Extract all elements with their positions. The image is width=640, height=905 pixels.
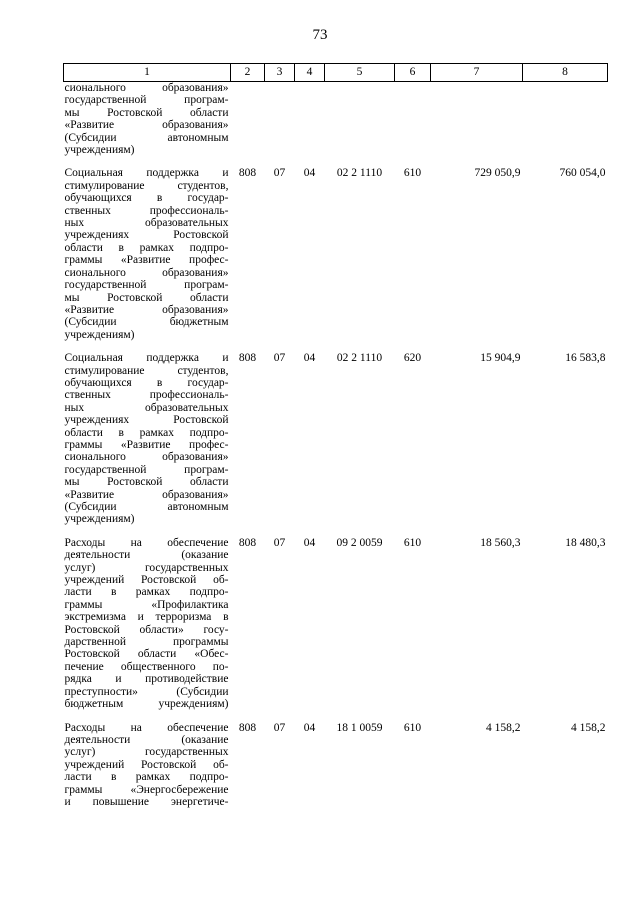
description-line: Социальная поддержка и — [64, 167, 229, 180]
description-line: рядка и противодействие — [64, 673, 229, 686]
description-line: деятельности (оказание — [64, 733, 229, 746]
target-article-code: 02 2 1110 — [336, 167, 383, 180]
column-header-4: 4 — [295, 64, 325, 82]
table-row — [64, 82, 608, 157]
description-line: обучающихся в государ- — [64, 192, 229, 205]
column-header-8: 8 — [523, 64, 608, 82]
amount-year-1 — [431, 82, 523, 157]
target-article-code: 09 2 0059 — [336, 536, 383, 549]
section-code: 07 — [273, 167, 286, 180]
table-header-row — [64, 64, 608, 82]
amount-year-2: 4 158,2 — [571, 721, 606, 734]
description-line: (Субсидии автономным — [64, 501, 229, 513]
description-line: государственной програм- — [64, 94, 229, 107]
description-line: «Развитие образования» — [64, 119, 229, 132]
section-code — [265, 82, 295, 157]
column-header-6: 6 — [395, 64, 431, 82]
table-row — [64, 156, 608, 341]
description-line: учреждений Ростовской об- — [64, 758, 229, 771]
description-line: государственной програм- — [64, 279, 229, 292]
description-line: мы Ростовской области — [64, 106, 229, 119]
description-line: услуг) государственных — [64, 746, 229, 759]
ministry-code: 808 — [238, 167, 257, 180]
budget-table — [63, 63, 608, 808]
amount-year-1: 4 158,2 — [486, 721, 521, 734]
description-line: стимулирование студентов, — [64, 364, 229, 377]
column-header-2: 2 — [231, 64, 265, 82]
description-line: (Субсидии бюджетным — [64, 316, 229, 329]
description-line: стимулирование студентов, — [64, 179, 229, 192]
description-line: учреждениям) — [64, 328, 135, 341]
row-description — [64, 82, 231, 157]
description-line: мы Ростовской области — [64, 476, 229, 489]
description-line: Ростовской области «Обес- — [64, 648, 229, 661]
description-line: преступности» (Субсидии — [64, 685, 229, 698]
row-description — [64, 711, 231, 809]
description-line: учреждениям) — [64, 513, 135, 526]
column-header-5: 5 — [325, 64, 395, 82]
description-line: Социальная поддержка и — [64, 352, 229, 365]
description-line: Расходы на обеспечение — [64, 721, 229, 734]
section-code: 07 — [273, 536, 286, 549]
description-line: «Развитие образования» — [64, 303, 229, 316]
column-header-1: 1 — [64, 64, 231, 82]
expense-type-code: 620 — [403, 352, 422, 365]
table-row — [64, 711, 608, 809]
subsection-code: 04 — [303, 721, 316, 734]
column-header-3: 3 — [265, 64, 295, 82]
description-line: «Развитие образования» — [64, 488, 229, 501]
subsection-code: 04 — [303, 352, 316, 365]
description-line: граммы «Развитие профес- — [64, 438, 229, 451]
description-line: сионального образования» — [64, 451, 229, 464]
expense-type-code: 610 — [403, 167, 422, 180]
subsection-code — [295, 82, 325, 157]
amount-year-2: 16 583,8 — [565, 352, 606, 365]
description-line: области в рамках подпро- — [64, 426, 229, 439]
description-line: Расходы на обеспечение — [64, 536, 229, 549]
expense-type-code: 610 — [403, 721, 422, 734]
expense-type-code — [395, 82, 431, 157]
subsection-code: 04 — [303, 536, 316, 549]
amount-year-2 — [523, 82, 608, 157]
section-code: 07 — [273, 352, 286, 365]
amount-year-1: 15 904,9 — [480, 352, 521, 365]
expense-type-code: 610 — [403, 536, 422, 549]
amount-year-2: 760 054,0 — [559, 167, 606, 180]
row-description — [64, 341, 231, 526]
ministry-code: 808 — [238, 352, 257, 365]
amount-year-2: 18 480,3 — [565, 536, 606, 549]
description-line: учреждениях Ростовской — [64, 414, 229, 427]
description-line: сионального образования» — [64, 266, 229, 279]
target-article-code: 02 2 1110 — [336, 352, 383, 365]
description-line: бюджетным учреждениям) — [64, 698, 229, 711]
section-code: 07 — [273, 721, 286, 734]
description-line: граммы «Профилактика — [64, 598, 229, 611]
description-line: (Субсидии автономным — [64, 131, 229, 144]
row-description — [64, 156, 231, 341]
description-line: ласти в рамках подпро- — [64, 586, 229, 599]
ministry-code — [231, 82, 265, 157]
description-line: учреждениях Ростовской — [64, 229, 229, 242]
description-line: ственных профессиональ- — [64, 204, 229, 217]
description-line: Ростовской области» госу- — [64, 623, 229, 636]
description-line: учреждений Ростовской об- — [64, 574, 229, 587]
description-line: сионального образования» — [64, 82, 229, 94]
description-line: области в рамках подпро- — [64, 241, 229, 254]
page-number: 73 — [312, 27, 328, 43]
description-line: граммы «Энергосбережение — [64, 783, 229, 796]
description-line: обучающихся в государ- — [64, 376, 229, 389]
table-row — [64, 526, 608, 711]
table-row — [64, 341, 608, 526]
description-line: ственных профессиональ- — [64, 389, 229, 402]
description-line: экстремизма и терроризма в — [64, 611, 229, 624]
target-article-code: 18 1 0059 — [336, 721, 383, 734]
description-line: ных образовательных — [64, 401, 229, 414]
amount-year-1: 729 050,9 — [474, 167, 521, 180]
description-line: дарственной программы — [64, 636, 229, 649]
ministry-code: 808 — [238, 536, 257, 549]
description-line: учреждениям) — [64, 144, 135, 157]
description-line: мы Ростовской области — [64, 291, 229, 304]
description-line: и повышение энергетиче- — [64, 795, 229, 808]
description-line: граммы «Развитие профес- — [64, 254, 229, 267]
description-line: ных образовательных — [64, 217, 229, 230]
target-article-code — [325, 82, 395, 157]
description-line: услуг) государственных — [64, 561, 229, 574]
ministry-code: 808 — [238, 721, 257, 734]
row-description — [64, 526, 231, 711]
description-line: государственной програм- — [64, 463, 229, 476]
description-line: печение общественного по- — [64, 660, 229, 673]
subsection-code: 04 — [303, 167, 316, 180]
description-line: ласти в рамках подпро- — [64, 771, 229, 784]
description-line: деятельности (оказание — [64, 549, 229, 562]
amount-year-1: 18 560,3 — [480, 536, 521, 549]
column-header-7: 7 — [431, 64, 523, 82]
